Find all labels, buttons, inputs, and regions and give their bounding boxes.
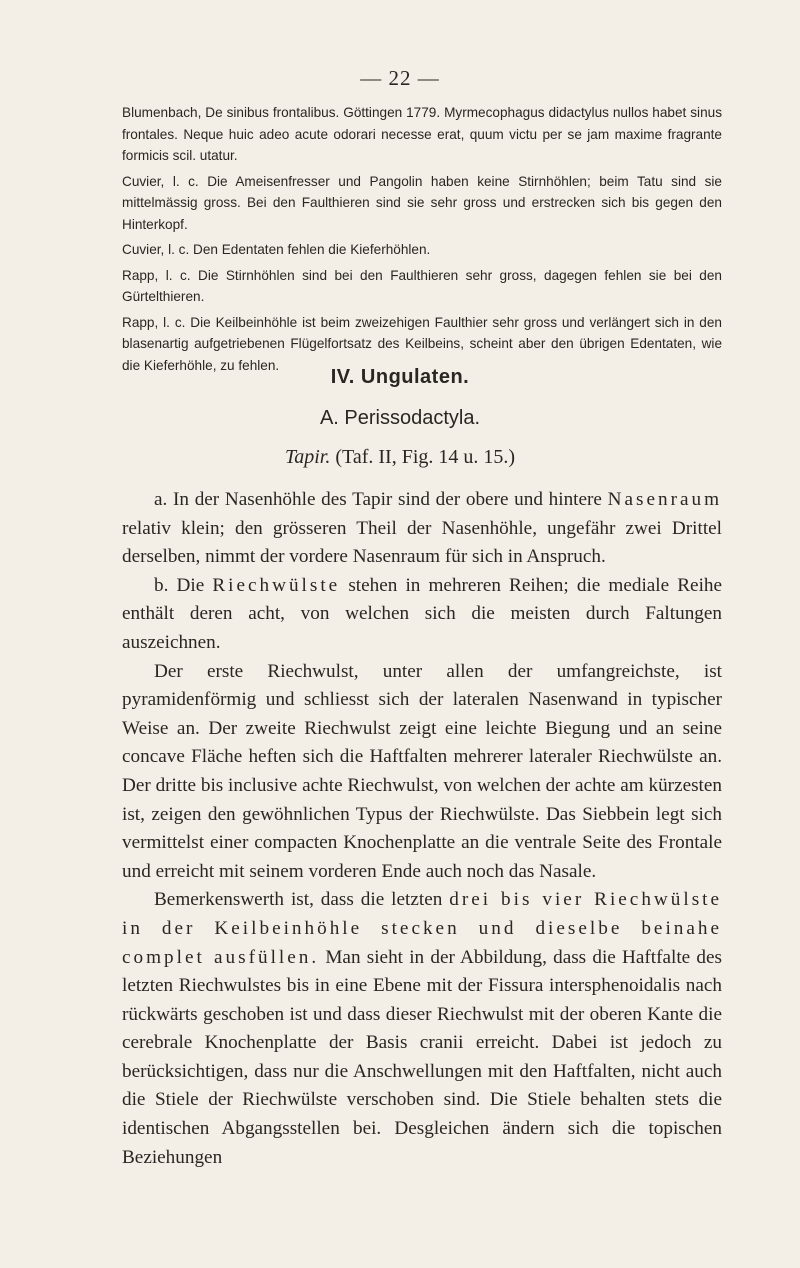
paragraph-c: Der erste Riechwulst, unter allen der umfangreichste, ist pyramidenförmig und schliesst sich der lateralen Nasenwand in typischer Weise an. Der zweite Riechwulst zeigt eine leichte Biegung und an seine concave Fläche heften sich die Haftfalten mehrerer lateraler Riechwülste an. Der dritte bis inclusive achte Riechwulst, von welchen der achte am kürzesten ist, zeigen den gewöhnlichen Typus der Riechwülste. Das Siebbein legt sich vermittelst einer compacten Knochenplatte an die ventrale Seite des Frontale und erreicht mit seinem vorderen Ende auch noch das Nasale. [122,660,722,882]
paragraph-b-start: b. Die [154,574,205,596]
paragraph-b [122,572,722,658]
section-heading: IV. Ungulaten. [330,366,470,388]
reference-rapp-2: Rapp, l. c. Die Keilbeinhöhle ist beim zweizehigen Faulthier sehr gross und verlängert sich in den blasenartig aufgetriebenen Flügelfortsatz des Keilbeins, scheint aber den übrigen Edentaten, wie die Kieferhöhle, zu fehlen. [122,314,722,373]
reference-list [122,102,722,380]
subsection-heading: A. Perissodactyla. [319,407,481,429]
figure-caption [0,446,800,469]
paragraph-d-start: Bemerkenswerth ist, dass die letzten [154,889,443,911]
caption-figure-ref: (Taf. II, Fig. 14 u. 15.) [335,446,516,468]
page-number: — 22 — [360,66,440,90]
paragraph-a [122,486,722,572]
caption-species: Tapir. [284,446,331,468]
paragraph-a-end: relativ klein; den grösseren Theil der Nasenhöhle, ungefähr zwei Drittel derselben, nimmt der vordere Nasenraum für sich in Anspruch. [122,517,722,568]
paragraph-a-start: a. In der Nasenhöhle des Tapir sind der obere und hintere [154,489,602,510]
body-text [122,486,722,1172]
paragraph-d-emphasis: drei bis vier Riechwülste in der Keilbeinhöhle stecken und dieselbe beinahe complet ausfüllen. [122,889,723,968]
paragraph-b-end: stehen in mehreren Reihen; die mediale Reihe enthält deren acht, von welchen sich die meisten durch Faltungen auszeichnen. [122,574,723,653]
reference-blumenbach: Blumenbach, De sinibus frontalibus. Göttingen 1779. Myrmecophagus didactylus nullos habet sinus frontales. Neque huic adeo acute odorari necesse erat, quum victu per se jam maxime fragrante formicis scil. utatur. [122,105,722,163]
reference-rapp-1: Rapp, l. c. Die Stirnhöhlen sind bei den Faulthieren sehr gross, dagegen fehlen sie bei den Gürtelthieren. [122,267,722,304]
paragraph-a-emphasis: Nasenraum [607,489,723,510]
reference-cuvier-1: Cuvier, l. c. Die Ameisenfresser und Pangolin haben keine Stirnhöhlen; beim Tatu sind sie mittelmässig gross. Bei den Faulthieren sind sie sehr gross und erstrecken sich bis gegen den Hinterkopf. [122,173,722,232]
reference-cuvier-2: Cuvier, l. c. Den Edentaten fehlen die Kieferhöhlen. [122,242,431,257]
paragraph-d-end: Man sieht in der Abbildung, dass die Haftfalte des letzten Riechwulstes bis in eine Ebene mit der Fissura intersphenoidalis nach rückwärts geschoben ist und dass dieser Riechwulst mit der oberen Kante die cerebrale Knochenplatte der Basis cranii erreicht. Dabei ist jedoch zu berücksichtigen, dass nur die Anschwellungen mit den Haftfalten, nicht auch die Stiele der Riechwülste verschoben sind. Die Stiele behalten stets die identischen Abgangsstellen bei. Desgleichen ändern sich die topischen Beziehungen [122,946,722,1168]
paragraph-d [122,886,722,1172]
paragraph-b-emphasis: Riechwülste [212,574,341,596]
